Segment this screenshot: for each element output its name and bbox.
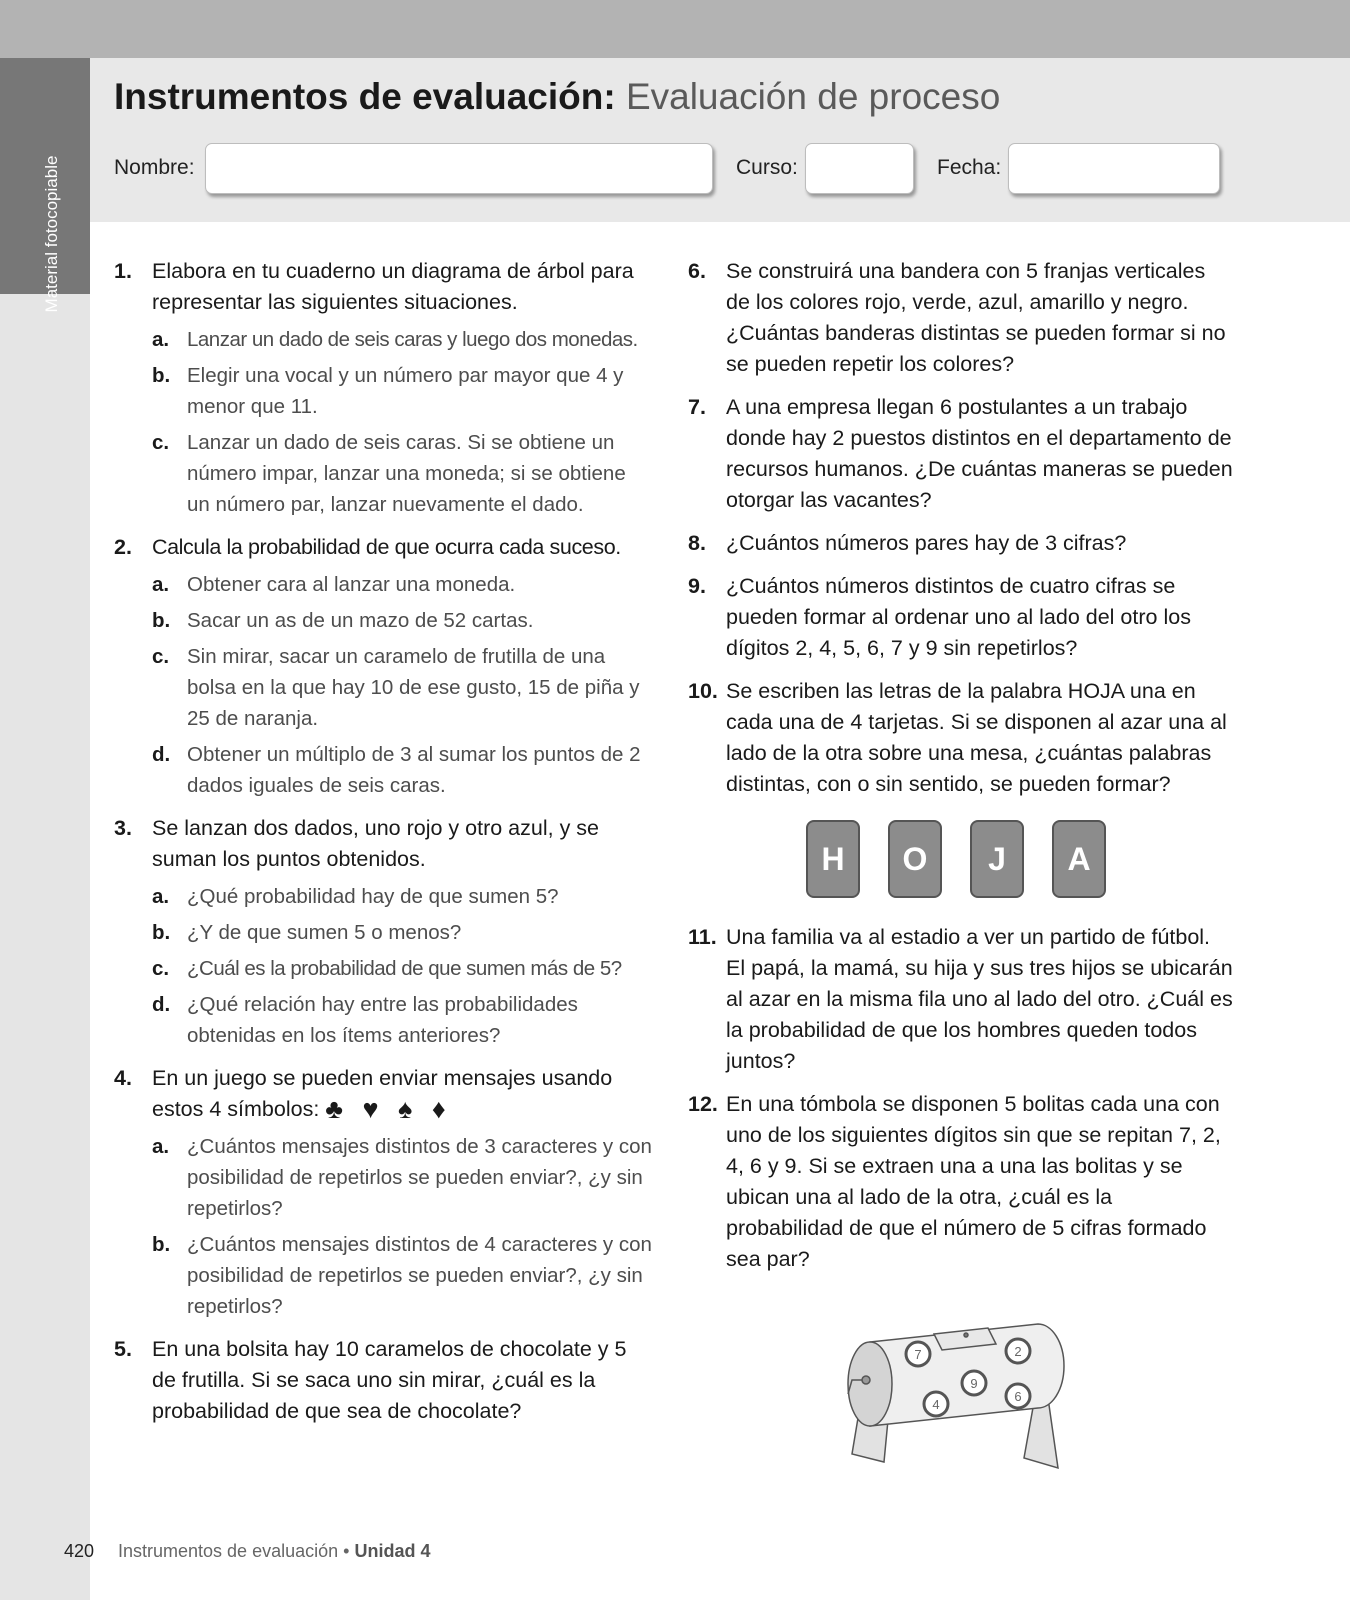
question-text bbox=[152, 1063, 654, 1125]
question-number: 9. bbox=[688, 574, 706, 598]
tombola-drum-end bbox=[848, 1342, 892, 1426]
question-number: 8. bbox=[688, 531, 706, 555]
question-number: 5. bbox=[114, 1337, 132, 1361]
question-text: ¿Cuántos números pares hay de 3 cifras? bbox=[726, 531, 1127, 555]
page-number: 420 bbox=[64, 1541, 95, 1561]
question-number: 11. bbox=[688, 925, 717, 949]
sub-item bbox=[152, 917, 654, 948]
sub-item bbox=[152, 1131, 654, 1224]
question-number: 1. bbox=[114, 259, 132, 283]
side-tab-label: Material fotocopiable bbox=[42, 155, 61, 313]
tombola-crank-hub bbox=[862, 1376, 870, 1384]
sub-text: ¿Qué probabilidad hay de que sumen 5? bbox=[187, 885, 559, 908]
question-2 bbox=[114, 532, 654, 801]
sub-items bbox=[152, 1131, 654, 1322]
sub-text: Sin mirar, sacar un caramelo de frutilla de una bolsa en la que hay 10 de ese gusto, 15 de piña y 25 de naranja. bbox=[187, 645, 640, 730]
sub-letter: d. bbox=[152, 993, 171, 1016]
nombre-label: Nombre: bbox=[114, 156, 195, 179]
tombola-illustration bbox=[838, 1318, 1078, 1474]
question-number: 7. bbox=[688, 395, 706, 419]
sub-letter: a. bbox=[152, 573, 170, 596]
sub-letter: d. bbox=[152, 743, 171, 766]
sub-item bbox=[152, 881, 654, 912]
sub-letter: a. bbox=[152, 885, 170, 908]
sub-letter: c. bbox=[152, 431, 170, 454]
sub-text: Lanzar un dado de seis caras. Si se obtiene un número impar, lanzar una moneda; si se obtiene un número par, lanzar nuevamente el dado. bbox=[187, 431, 626, 516]
sub-text: ¿Y de que sumen 5 o menos? bbox=[187, 921, 462, 944]
sub-text: Obtener un múltiplo de 3 al sumar los puntos de 2 dados iguales de seis caras. bbox=[187, 743, 641, 797]
sub-item bbox=[152, 989, 654, 1051]
ball-label: 6 bbox=[1014, 1389, 1022, 1404]
question-6 bbox=[688, 256, 1233, 380]
question-1 bbox=[114, 256, 654, 520]
sub-items bbox=[152, 324, 654, 520]
fecha-label: Fecha: bbox=[937, 156, 1002, 179]
sub-text: Obtener cara al lanzar una moneda. bbox=[187, 573, 516, 596]
sub-items bbox=[152, 881, 654, 1051]
question-9 bbox=[688, 571, 1233, 664]
ball-label: 7 bbox=[914, 1347, 922, 1362]
sub-letter: c. bbox=[152, 957, 170, 980]
fecha-field[interactable] bbox=[1008, 143, 1220, 194]
question-text: Elabora en tu cuaderno un diagrama de árbol para representar las siguientes situaciones. bbox=[152, 259, 634, 314]
title-subtitle: Evaluación de proceso bbox=[615, 76, 1001, 117]
question-number: 10. bbox=[688, 679, 718, 703]
footer-separator: • bbox=[338, 1541, 355, 1561]
sub-text: Lanzar un dado de seis caras y luego dos monedas. bbox=[187, 328, 638, 351]
sub-item bbox=[152, 324, 654, 355]
curso-label: Curso: bbox=[736, 156, 798, 179]
sub-item bbox=[152, 1229, 654, 1322]
question-text: Calcula la probabilidad de que ocurra cada suceso. bbox=[152, 535, 621, 559]
question-text: En una bolsita hay 10 caramelos de chocolate y 5 de frutilla. Si se saca uno sin mirar, ¿cuál es la probabilidad de que sea de chocolate? bbox=[152, 1337, 627, 1423]
question-5 bbox=[114, 1334, 654, 1427]
question-text: En una tómbola se disponen 5 bolitas cada una con uno de los siguientes dígitos sin que se repitan 7, 2, 4, 6 y 9. Si se extraen una a una las bolitas y se ubican una al lado de la otra, ¿cuál es la probabilidad de que el número de 5 cifras formado sea par? bbox=[726, 1092, 1221, 1271]
left-column bbox=[114, 256, 654, 1439]
letter-tile-a: A bbox=[1052, 820, 1106, 898]
letter-tiles bbox=[688, 812, 1233, 908]
ball-label: 4 bbox=[932, 1397, 940, 1412]
question-4 bbox=[114, 1063, 654, 1322]
question-number: 4. bbox=[114, 1066, 132, 1090]
right-column bbox=[688, 256, 1233, 1287]
question-12 bbox=[688, 1089, 1233, 1275]
sub-letter: b. bbox=[152, 921, 171, 944]
sub-text: Elegir una vocal y un número par mayor que 4 y menor que 11. bbox=[187, 364, 624, 418]
question-text: Se construirá una bandera con 5 franjas verticales de los colores rojo, verde, azul, amarillo y negro. ¿Cuántas banderas distintas se pueden formar si no se pueden repetir los colores? bbox=[726, 259, 1226, 376]
sub-letter: c. bbox=[152, 645, 170, 668]
question-text: Se escriben las letras de la palabra HOJA una en cada una de 4 tarjetas. Si se disponen al azar una al lado de la otra sobre una mesa, ¿cuántas palabras distintas, con o sin sentido, se pueden formar? bbox=[726, 679, 1227, 796]
title-main: Instrumentos de evaluación: bbox=[114, 76, 616, 117]
sub-items bbox=[152, 569, 654, 801]
letter-tile-h: H bbox=[806, 820, 860, 898]
sub-item bbox=[152, 360, 654, 422]
question-text: Se lanzan dos dados, uno rojo y otro azul, y se suman los puntos obtenidos. bbox=[152, 816, 599, 871]
question-text: Una familia va al estadio a ver un partido de fútbol. El papá, la mamá, su hija y sus tres hijos se ubicarán al azar en la misma fila uno al lado del otro. ¿Cuál es la probabilidad de que los hombres queden todos juntos? bbox=[726, 925, 1233, 1073]
sub-item bbox=[152, 953, 654, 984]
side-tab bbox=[0, 58, 90, 313]
footer-unit: Unidad 4 bbox=[354, 1541, 431, 1561]
curso-field[interactable] bbox=[805, 143, 914, 194]
sub-text: ¿Cuál es la probabilidad de que sumen más de 5? bbox=[187, 957, 622, 980]
question-text: ¿Cuántos números distintos de cuatro cifras se pueden formar al ordenar uno al lado del otro los dígitos 2, 4, 5, 6, 7 y 9 sin repetirlos? bbox=[726, 574, 1191, 660]
tombola-lid-knob bbox=[964, 1333, 968, 1337]
sub-text: ¿Qué relación hay entre las probabilidades obtenidas en los ítems anteriores? bbox=[187, 993, 578, 1047]
question-number: 12. bbox=[688, 1092, 718, 1116]
sub-text: Sacar un as de un mazo de 52 cartas. bbox=[187, 609, 534, 632]
sub-item bbox=[152, 739, 654, 801]
letter-tile-o: O bbox=[888, 820, 942, 898]
footer-text: Instrumentos de evaluación bbox=[118, 1541, 339, 1561]
question-text: A una empresa llegan 6 postulantes a un trabajo donde hay 2 puestos distintos en el departamento de recursos humanos. ¿De cuántas maneras se pueden otorgar las vacantes? bbox=[726, 395, 1233, 512]
question-number: 2. bbox=[114, 535, 132, 559]
sub-letter: a. bbox=[152, 1135, 170, 1158]
sub-item bbox=[152, 641, 654, 734]
nombre-field[interactable] bbox=[205, 143, 713, 194]
question-7 bbox=[688, 392, 1233, 516]
card-suit-symbols: ♣ ♥ ♠ ♦ bbox=[325, 1094, 452, 1124]
question-number: 6. bbox=[688, 259, 706, 283]
sub-item bbox=[152, 569, 654, 600]
question-8 bbox=[688, 528, 1233, 559]
sub-letter: b. bbox=[152, 364, 171, 387]
sub-item bbox=[152, 605, 654, 636]
sub-item bbox=[152, 427, 654, 520]
sub-text: ¿Cuántos mensajes distintos de 4 caracteres y con posibilidad de repetirlos se pueden enviar?, ¿y sin repetirlos? bbox=[187, 1233, 652, 1318]
question-number: 3. bbox=[114, 816, 132, 840]
sub-letter: b. bbox=[152, 1233, 171, 1256]
letter-tile-j: J bbox=[970, 820, 1024, 898]
sub-letter: b. bbox=[152, 609, 171, 632]
footer-caption bbox=[118, 1541, 430, 1562]
question-11 bbox=[688, 922, 1233, 1077]
ball-label: 2 bbox=[1014, 1344, 1022, 1359]
sub-text: ¿Cuántos mensajes distintos de 3 caracteres y con posibilidad de repetirlos se pueden enviar?, ¿y sin repetirlos? bbox=[187, 1135, 652, 1220]
question-10 bbox=[688, 676, 1233, 800]
page-title bbox=[114, 76, 1000, 118]
sub-letter: a. bbox=[152, 328, 170, 351]
question-text-main: En un juego se pueden enviar mensajes usando estos 4 símbolos: bbox=[152, 1066, 613, 1121]
question-3 bbox=[114, 813, 654, 1051]
ball-label: 9 bbox=[970, 1376, 978, 1391]
